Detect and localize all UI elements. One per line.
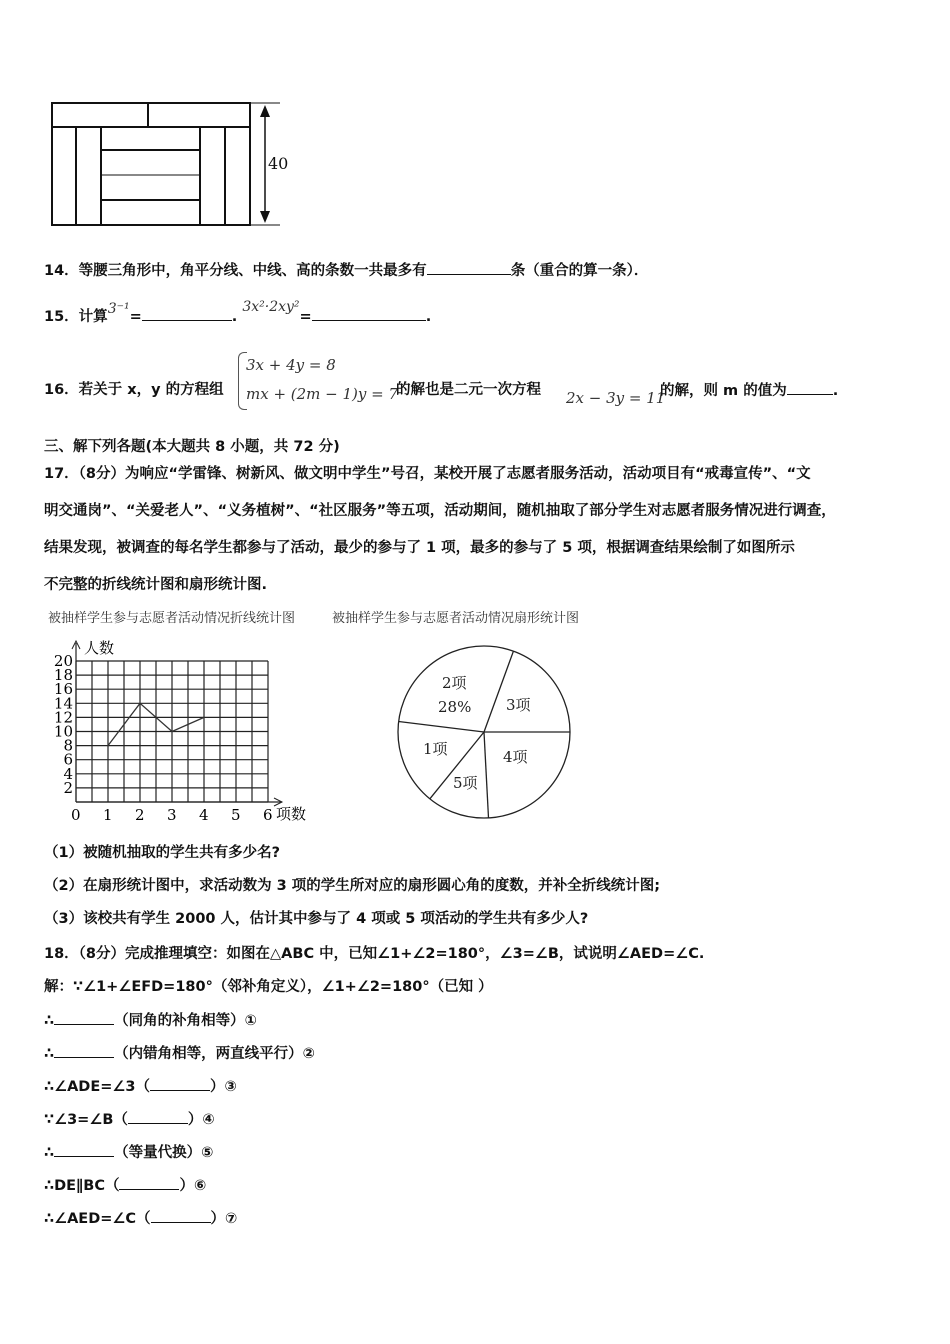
slice-label-1: 1项	[423, 740, 448, 758]
slice-label-2: 2项	[442, 674, 467, 692]
math-expression: 3⁻¹	[107, 301, 130, 317]
answer-blank[interactable]	[142, 306, 232, 321]
step-reason: ）④	[187, 1112, 215, 1128]
equation-2: mx + (2m − 1)y = 7	[246, 385, 399, 403]
y-tick-label: 14	[53, 694, 73, 713]
proof-step	[44, 1175, 206, 1196]
question-text: 的解，则 m 的值为	[660, 383, 787, 399]
equals: =	[129, 309, 142, 325]
step-reason: ）⑥	[179, 1178, 207, 1194]
section-title: 三、解下列各题(本大题共 8 小题，共 72 分)	[44, 439, 340, 455]
rectangle-tiling-figure	[40, 95, 300, 235]
y-axis-label: 人数	[84, 639, 115, 657]
proof-step	[44, 1142, 213, 1163]
answer-blank[interactable]	[54, 1142, 114, 1157]
answer-blank[interactable]	[427, 260, 511, 275]
line-chart	[40, 635, 340, 830]
x-tick-label: 0	[71, 806, 81, 824]
proof-step	[44, 1109, 215, 1130]
step-reason: ）⑦	[210, 1211, 238, 1227]
sub-question: （1）被随机抽取的学生共有多少名?	[44, 845, 280, 861]
step-reason: （内错角相等，两直线平行）②	[114, 1046, 315, 1062]
sub-question: （2）在扇形统计图中，求活动数为 3 项的学生所对应的扇形圆心角的度数，并补全折线统计图;	[44, 878, 661, 894]
question-suffix: 条（重合的算一条）．	[510, 263, 649, 279]
step-prefix: ∴DE∥BC（	[44, 1178, 120, 1194]
step-reason: （等量代换）⑤	[114, 1145, 214, 1161]
pie-chart-title: 被抽样学生参与志愿者活动情况扇形统计图	[332, 611, 580, 626]
y-tick-label: 10	[53, 722, 73, 741]
proof-step	[44, 1076, 237, 1097]
x-axis-label: 项数	[276, 805, 307, 823]
y-tick-label: 4	[63, 764, 73, 783]
step-reason: （同角的补角相等）①	[114, 1013, 257, 1029]
question-16-middle: 的解也是二元一次方程	[396, 382, 541, 398]
answer-blank[interactable]	[54, 1010, 114, 1025]
y-tick-label: 18	[53, 666, 73, 685]
slice-boundary	[484, 651, 513, 732]
answer-blank[interactable]	[151, 1208, 211, 1223]
dimension-label: 40	[268, 154, 289, 173]
equals: =	[299, 309, 312, 325]
question-17-line: 不完整的折线统计图和扇形统计图.	[44, 577, 268, 593]
y-tick-label: 8	[63, 736, 73, 755]
step-prefix: ∴	[44, 1046, 55, 1062]
answer-blank[interactable]	[119, 1175, 179, 1190]
y-tick-label: 20	[53, 652, 73, 670]
pie-chart	[390, 640, 580, 826]
proof-step	[44, 1208, 237, 1229]
answer-blank[interactable]	[54, 1043, 114, 1058]
question-17-line: 结果发现，被调查的每名学生都参与了活动，最少的参与了 1 项，最多的参与了 5 项，根据调查结果绘制了如图所示	[44, 540, 795, 556]
x-tick-label: 4	[199, 806, 209, 824]
period: .	[832, 383, 839, 399]
question-text: 14．等腰三角形中，角平分线、中线、高的条数一共最多有	[44, 263, 427, 279]
x-tick-label: 2	[135, 806, 145, 824]
equation-3: 2x − 3y = 11	[566, 389, 666, 407]
question-17-line: 明交通岗”、“关爱老人”、“义务植树”、“社区服务”等五项，活动期间，随机抽取了部分学生对志愿者服务情况进行调查，	[44, 503, 836, 519]
sub-question: （3）该校共有学生 2000 人，估计其中参与了 4 项或 5 项活动的学生共有多少人?	[44, 911, 589, 927]
slice-boundary	[399, 722, 484, 732]
y-tick-label: 16	[53, 680, 73, 699]
question-18-intro: 解：∵∠1+∠EFD=180°（邻补角定义），∠1+∠2=180°（已知 ）	[44, 979, 493, 995]
slice-label-4: 4项	[503, 748, 528, 766]
proof-step	[44, 1010, 257, 1031]
x-tick-label: 3	[167, 806, 177, 824]
answer-blank[interactable]	[128, 1109, 188, 1124]
step-prefix: ∴	[44, 1145, 55, 1161]
step-prefix: ∵∠3=∠B（	[44, 1112, 128, 1128]
x-tick-label: 6	[263, 806, 273, 824]
slice-label-5: 5项	[453, 774, 478, 792]
math-expression: 3x²·2xy²	[242, 299, 300, 315]
line-chart-title: 被抽样学生参与志愿者活动情况折线统计图	[48, 611, 296, 626]
x-tick-label: 1	[103, 806, 113, 824]
question-16-suffix	[660, 380, 838, 401]
question-14	[44, 260, 648, 281]
slice-label-3: 3项	[506, 696, 531, 714]
question-18-title: 18．（8分）完成推理填空：如图在△ABC 中，已知∠1+∠2=180°，∠3=∠B，试说明∠AED=∠C.	[44, 946, 705, 962]
question-16-prefix: 16．若关于 x，y 的方程组	[44, 382, 224, 398]
answer-blank[interactable]	[150, 1076, 210, 1091]
x-tick-label: 5	[231, 806, 241, 824]
y-tick-label: 6	[63, 750, 73, 769]
question-15	[44, 299, 432, 327]
answer-blank[interactable]	[787, 380, 833, 395]
proof-step	[44, 1043, 315, 1064]
step-prefix: ∴∠ADE=∠3（	[44, 1079, 150, 1095]
y-tick-label: 12	[53, 708, 73, 727]
slice-percent-2: 28%	[438, 698, 472, 716]
step-prefix: ∴∠AED=∠C（	[44, 1211, 151, 1227]
y-tick-label: 2	[63, 778, 73, 797]
equation-1: 3x + 4y = 8	[246, 356, 336, 374]
step-prefix: ∴	[44, 1013, 55, 1029]
slice-boundary	[484, 732, 489, 818]
question-17-line: 17．（8分）为响应“学雷锋、树新风、做文明中学生”号召，某校开展了志愿者服务活动，活动项目有“戒毒宣传”、“文	[44, 466, 811, 482]
answer-blank[interactable]	[312, 306, 426, 321]
period: .	[425, 309, 432, 325]
separator: .	[231, 309, 238, 325]
question-text: 15．计算	[44, 309, 108, 325]
step-reason: ）③	[210, 1079, 237, 1095]
